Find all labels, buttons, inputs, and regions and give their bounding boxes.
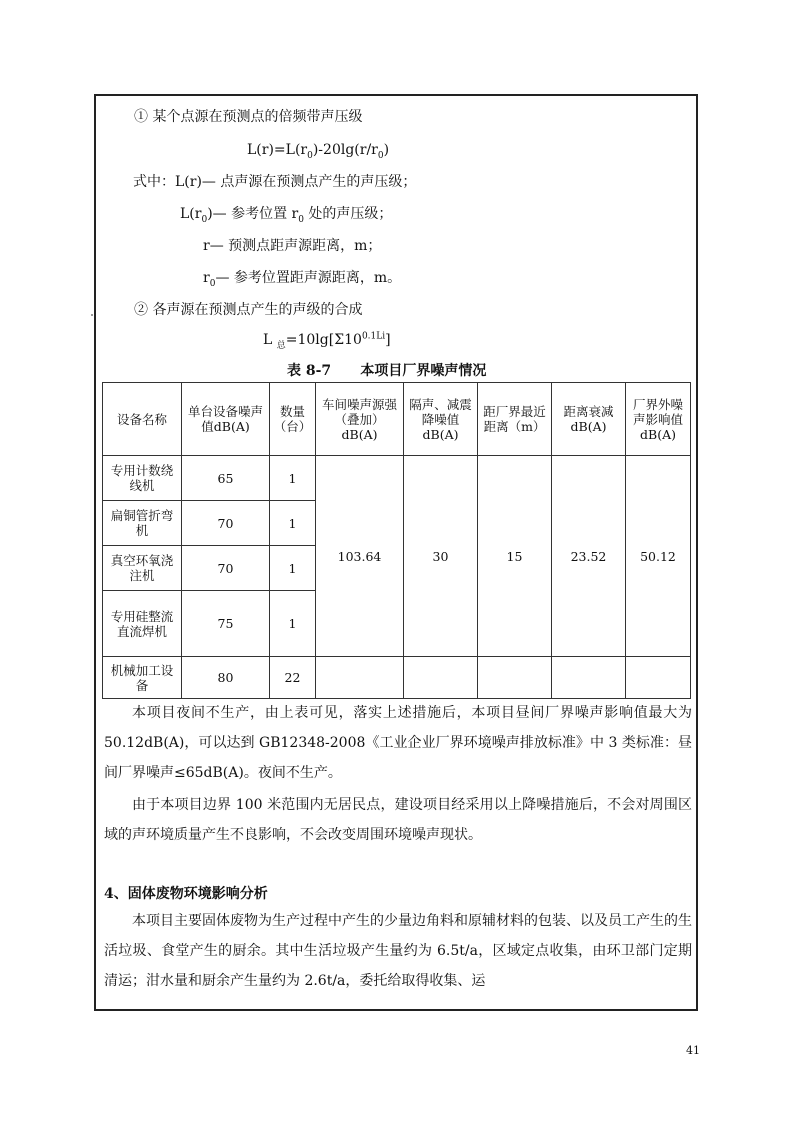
equipment-noise: 65 — [182, 456, 270, 501]
margin-dot — [91, 314, 93, 316]
equipment-name: 专用硅整流直流焊机 — [103, 591, 182, 657]
noise-table — [102, 382, 691, 699]
merged-impact: 50.12 — [626, 456, 691, 657]
merged-attenuation: 23.52 — [552, 456, 626, 657]
equipment-count: 22 — [270, 657, 316, 699]
header-cell: 车间噪声源强（叠加）dB(A) — [316, 383, 404, 456]
equipment-noise: 80 — [182, 657, 270, 699]
definition-3: r— 预测点距声源距离，m； — [203, 238, 382, 254]
equipment-noise: 75 — [182, 591, 270, 657]
empty-cell — [626, 657, 691, 699]
header-cell: 距离衰减dB(A) — [552, 383, 626, 456]
merged-source-noise: 103.64 — [316, 456, 404, 657]
formula-2: L $_总=10\lg[\Sigma 10^{0.1Li}]$ — [263, 331, 391, 351]
definition-4: $r_0—$ 参考位置距声源距离，m。 — [203, 270, 402, 289]
equipment-noise: 70 — [182, 546, 270, 591]
page-number: 41 — [686, 1044, 700, 1057]
merged-distance: 15 — [478, 456, 552, 657]
header-cell: 单台设备噪声值dB(A) — [182, 383, 270, 456]
header-cell: 厂界外噪声影响值dB(A) — [626, 383, 691, 456]
equipment-name: 真空环氧浇注机 — [103, 546, 182, 591]
table-row — [103, 657, 691, 699]
header-cell: 隔声、减震降噪值dB(A) — [404, 383, 478, 456]
item1-title: ① 某个点源在预测点的倍频带声压级 — [134, 109, 363, 125]
definition-2: $L(r_0)—$ 参考位置 $r_0$ 处的声压级； — [180, 206, 393, 225]
paragraph-solid-waste: 本项目主要固体废物为生产过程中产生的少量边角料和原辅材料的包装、以及员工产生的生活垃圾、食堂产生的厨余。其中生活垃圾产生量约为 6.5t/a，区域定点收集，由环卫部门定期清运；泔水量和厨余产生量约为 2.6t/a，委托给取得收集、运 — [104, 913, 692, 989]
equipment-name: 机械加工设备 — [103, 657, 182, 699]
equipment-name: 扁铜管折弯机 — [103, 501, 182, 546]
paragraph-residential: 由于本项目边界 100 米范围内无居民点，建设项目经采用以上降噪措施后，不会对周围区域的声环境质量产生不良影响，不会改变周围环境噪声现状。 — [104, 797, 692, 843]
empty-cell — [478, 657, 552, 699]
table-header-row — [103, 383, 691, 456]
header-cell: 设备名称 — [103, 383, 182, 456]
empty-cell — [404, 657, 478, 699]
table-row — [103, 456, 691, 501]
equipment-count: 1 — [270, 501, 316, 546]
definition-1: 式中：L(r)— 点声源在预测点产生的声压级； — [133, 174, 417, 190]
section-4-heading: 4、固体废物环境影响分析 — [104, 886, 268, 902]
merged-reduction: 30 — [404, 456, 478, 657]
equipment-count: 1 — [270, 546, 316, 591]
equipment-count: 1 — [270, 456, 316, 501]
formula-1: $L(r)=L(r_0)-20\lg(r/r_0)$ — [247, 142, 390, 161]
empty-cell — [316, 657, 404, 699]
equipment-noise: 70 — [182, 501, 270, 546]
header-cell: 距厂界最近距离（m） — [478, 383, 552, 456]
item2-title: ② 各声源在预测点产生的声级的合成 — [134, 302, 363, 318]
equipment-count: 1 — [270, 591, 316, 657]
paragraph-conclusion: 本项目夜间不生产，由上表可见，落实上述措施后，本项目昼间厂界噪声影响值最大为 50.12dB(A)，可以达到 GB12348-2008《工业企业厂界环境噪声排放标准》中 3 类标准：昼间厂界噪声≤65dB(A)。夜间不生产。 — [104, 705, 692, 781]
table-caption: 表 8-7 本项目厂界噪声情况 — [287, 363, 487, 379]
empty-cell — [552, 657, 626, 699]
equipment-name: 专用计数绕线机 — [103, 456, 182, 501]
header-cell: 数量（台） — [270, 383, 316, 456]
